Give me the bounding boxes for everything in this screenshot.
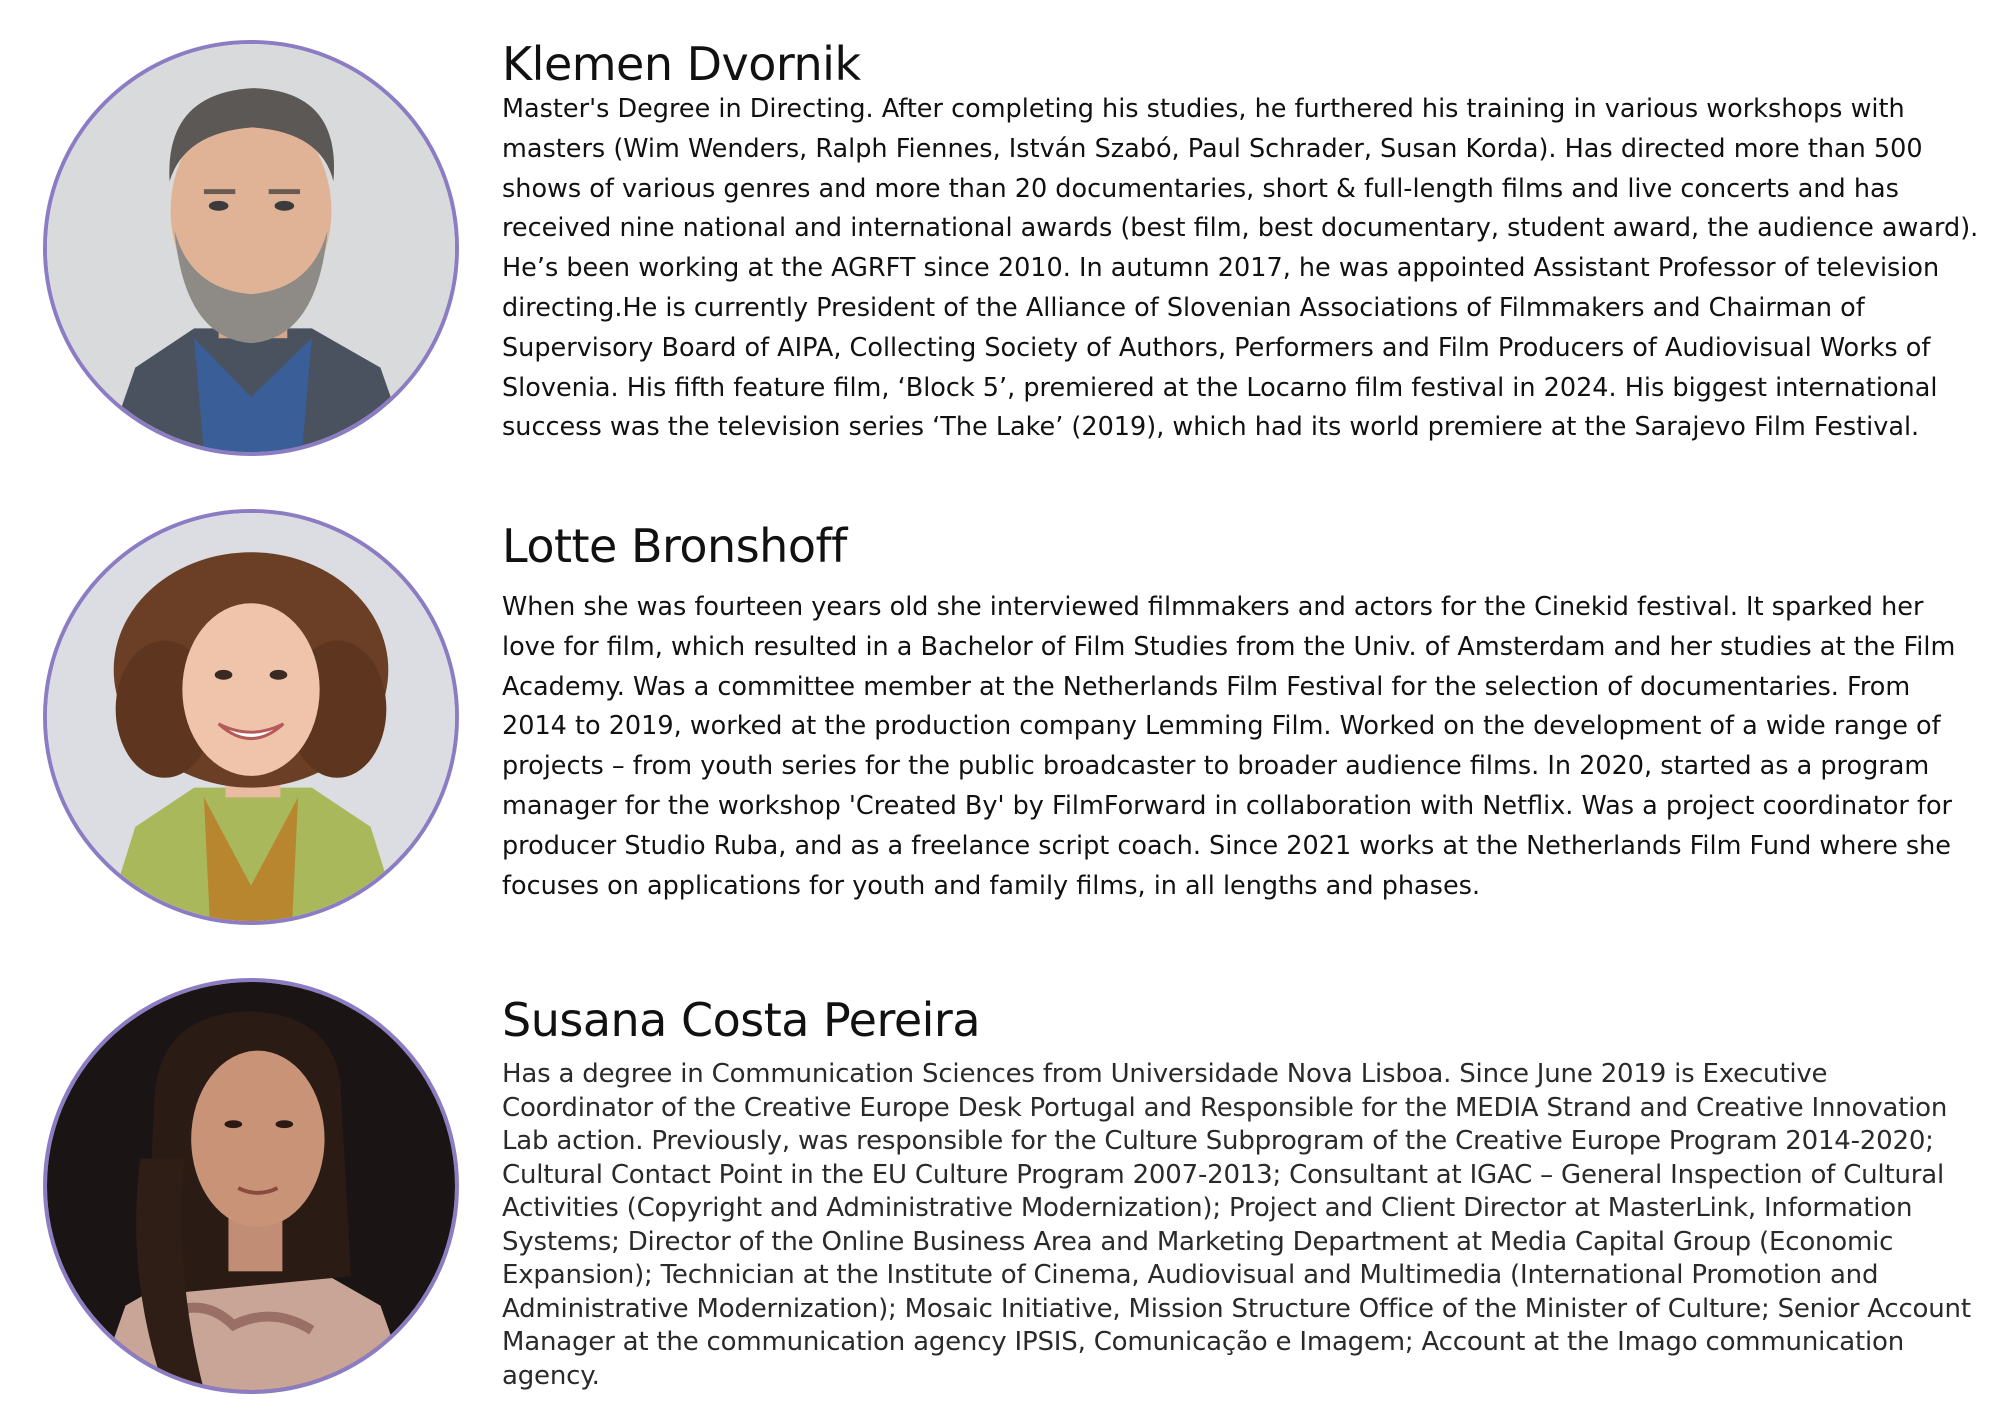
portrait-photo [43,40,459,456]
portrait-photo [43,978,459,1394]
portrait-image [47,982,455,1390]
person-bio: Has a degree in Communication Sciences from Universidade Nova Lisboa. Since June 2019 is Executive Coordinator of the Creative Europe Desk Portugal and Responsible for the MEDIA Strand and Creative Innovation Lab action. Previously, was responsible for the Culture Subprogram of the Creative Europe Program 2014-2020; Cultural Contact Point in the EU Culture Program 2007-2013; Consultant at IGAC – General Inspection of Cultural Activities (Copyright and Administrative Modernization); Project and Client Director at MasterLink, Information Systems; Director of the Online Business Area and Marketing Department at Media Capital Group (Economic Expansion); Technician at the Institute of Cinema, Audiovisual and Multimedia (International Promotion and Administrative Modernization); Mosaic Initiative, Mission Structure Office of the Minister of Culture; Senior Account Manager at the communication agency IPSIS, Comunicação e Imagem; Account at the Imago communication agency. [502,1059,1971,1391]
profile-text [502,38,1982,448]
person-bio: When she was fourteen years old she interviewed filmmakers and actors for the Cinekid festival. It sparked her love for film, which resulted in a Bachelor of Film Studies from the Univ. of Amsterdam and her studies at the Film Academy. Was a committee member at the Netherlands Film Festival for the selection of documentaries. From 2014 to 2019, worked at the production company Lemming Film. Worked on the development of a wide range of projects – from youth series for the public broadcaster to broader audience films. In 2020, started as a program manager for the workshop 'Created By' by FilmForward in collaboration with Netflix. Was a project coordinator for producer Studio Ruba, and as a freelance script coach. Since 2021 works at the Netherlands Film Fund where she focuses on applications for youth and family films, in all lengths and phases. [502,592,1956,901]
person-bio: Master's Degree in Directing. After completing his studies, he furthered his training in various workshops with masters (Wim Wenders, Ralph Fiennes, István Szabó, Paul Schrader, Susan Korda). Has directed more than 500 shows of various genres and more than 20 documentaries, short & full-length films and live concerts and has received nine national and international awards (best film, best documentary, student award, the audience award). He’s been working at the AGRFT since 2010. In autumn 2017, he was appointed Assistant Professor of television directing.He is currently President of the Alliance of Slovenian Associations of Filmmakers and Chairman of Supervisory Board of AIPA, Collecting Society of Authors, Performers and Film Producers of Audiovisual Works of Slovenia. His fifth feature film, ‘Block 5’, premiered at the Locarno film festival in 2024. His biggest international success was the television series ‘The Lake’ (2019), which had its world premiere at the Sarajevo Film Festival. [502,94,1979,443]
portrait-image [47,44,455,452]
profile-text [502,994,1982,1393]
person-name: Klemen Dvornik [502,37,861,91]
portrait-image [47,513,455,921]
portrait-photo [43,509,459,925]
profile-text [502,520,1982,906]
person-name: Lotte Bronshoff [502,519,847,573]
person-name: Susana Costa Pereira [502,993,981,1047]
